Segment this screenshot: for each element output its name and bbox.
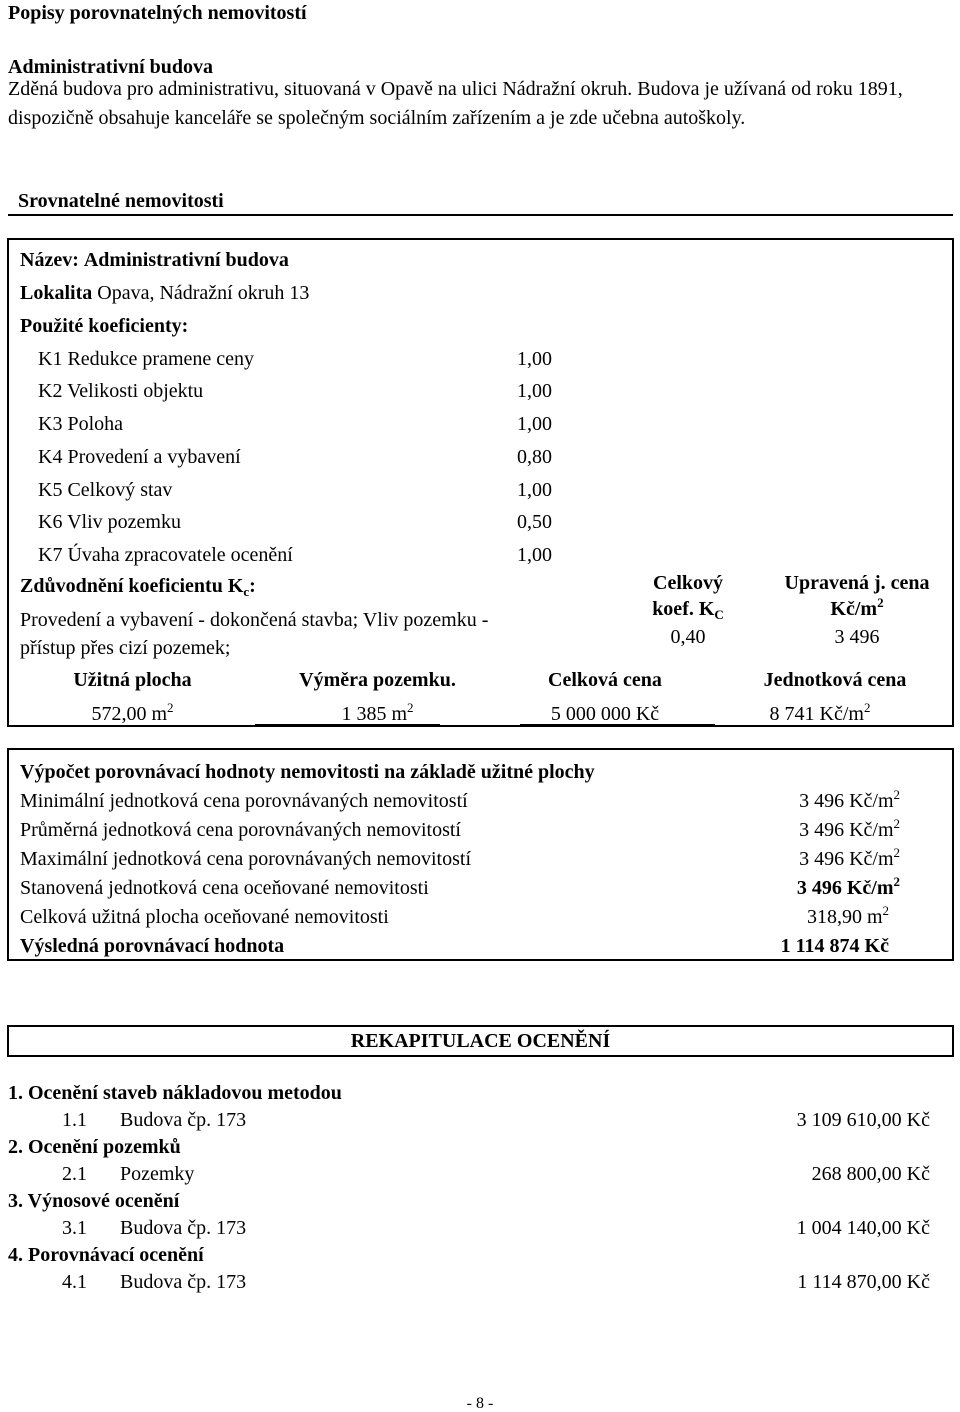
coef-name: K7 Úvaha zpracovatele ocenění (38, 544, 293, 566)
calc-row-value: 3 496 $Kč/m^2$ (796, 874, 900, 899)
recap-title: REKAPITULACE OCENĚNÍ (350, 1030, 611, 1052)
location-value: Opava, Nádražní okruh 13 (97, 282, 310, 304)
location-row (20, 283, 309, 303)
coef-value: 0,50 (517, 511, 552, 533)
header-usable-area: Užitná plocha (73, 669, 192, 691)
coef-name: K5 Celkový stav (38, 479, 173, 501)
recap-item-name: Pozemky (120, 1163, 195, 1185)
value-underline (255, 724, 440, 726)
coef-value: 0,80 (517, 446, 552, 468)
kc-header-line-2: koef. $K_C$ (652, 598, 724, 622)
coef-name: K3 Poloha (38, 413, 123, 435)
name-label: Název: (20, 249, 79, 271)
recap-item-amount: 268 800,00 Kč (811, 1163, 930, 1185)
usable-area-value: 572,00 $m^2$ (91, 700, 174, 725)
coef-name: K1 Redukce pramene ceny (38, 348, 255, 370)
calc-row-value: 3 496 $Kč/m^2$ (799, 787, 900, 812)
adj-header-line-2: $Kč/m^2$ (830, 595, 884, 620)
name-value: Administrativní budova (83, 249, 289, 271)
location-label: Lokalita (20, 282, 93, 304)
recap-section-heading: 2. Ocenění pozemků (8, 1136, 181, 1158)
coef-name: K6 Vliv pozemku (38, 511, 181, 533)
coef-value: 1,00 (517, 380, 552, 402)
recap-item-amount: 1 114 870,00 Kč (797, 1271, 930, 1293)
calc-row-value: 3 496 $Kč/m^2$ (799, 816, 900, 841)
recap-item-number: 4.1 (62, 1271, 87, 1293)
calc-row-value: 3 496 $Kč/m^2$ (799, 845, 900, 870)
land-area-value: 1 385 $m^2$ (341, 700, 414, 725)
calc-row-label: Celková užitná plocha oceňované nemovitosti (20, 906, 389, 928)
header-unit-price: Jednotková cena (763, 669, 907, 691)
value-underline (520, 724, 715, 726)
coef-value: 1,00 (517, 413, 552, 435)
adj-header-line-1: Upravená j. cena (784, 572, 930, 594)
recap-item-name: Budova čp. 173 (120, 1217, 247, 1239)
calc-row-value: 318,90 $m^2$ (806, 903, 889, 928)
calculation-title: Výpočet porovnávací hodnoty nemovitosti na základě užitné plochy (20, 761, 595, 783)
coef-value: 1,00 (517, 348, 552, 370)
recap-item-number: 1.1 (62, 1109, 87, 1131)
coef-value: 1,00 (517, 544, 552, 566)
recap-item-amount: 3 109 610,00 Kč (796, 1109, 930, 1131)
recap-section-heading: 4. Porovnávací ocenění (8, 1244, 204, 1266)
calc-result-value: 1 114 874 Kč (780, 935, 889, 957)
section-title-comparable: Srovnatelné nemovitosti (18, 190, 224, 212)
section-title-underline (8, 214, 953, 216)
recap-item-number: 3.1 (62, 1217, 87, 1239)
header-total-price: Celková cena (548, 669, 662, 691)
calc-result-label: Výsledná porovnávací hodnota (20, 935, 285, 957)
page-title: Popisy porovnatelných nemovitostí (8, 2, 307, 24)
recap-item-number: 2.1 (62, 1163, 87, 1185)
calc-row-label: Průměrná jednotková cena porovnávaných nemovitostí (20, 819, 461, 841)
coef-name: K4 Provedení a vybavení (38, 446, 241, 468)
calc-row-label: Minimální jednotková cena porovnávaných nemovitostí (20, 790, 468, 812)
justification-label: Zdůvodnění koeficientu $K_c$: (20, 575, 256, 599)
kc-header-line-1: Celkový (653, 572, 723, 594)
page-number: - 8 - (466, 1395, 494, 1412)
property-description: Zděná budova pro administrativu, situovaná v Opavě na ulici Nádražní okruh. Budova je užívaná od roku 1891, dispozičně obsahuje kanceláře se společným sociálním zařízením a je zde učebna autoškoly. (8, 78, 903, 129)
calc-row-label: Stanovená jednotková cena oceňované nemovitosti (20, 877, 429, 899)
recap-section-heading: 1. Ocenění staveb nákladovou metodou (8, 1082, 342, 1104)
coefficients-label: Použité koeficienty: (20, 315, 189, 337)
total-price-value: 5 000 000 Kč (550, 703, 660, 725)
justification-line-2: přístup přes cizí pozemek; (20, 637, 231, 659)
recap-item-name: Budova čp. 173 (120, 1271, 247, 1293)
adj-value: 3 496 (834, 626, 880, 648)
recap-section-heading: 3. Výnosové ocenění (8, 1190, 180, 1212)
recap-item-name: Budova čp. 173 (120, 1109, 247, 1131)
calc-row-label: Maximální jednotková cena porovnávaných nemovitostí (20, 848, 471, 870)
name-row (20, 250, 289, 270)
kc-value: 0,40 (670, 626, 706, 648)
unit-price-value: 8 741 $Kč/m^2$ (769, 700, 871, 725)
coef-name: K2 Velikosti objektu (38, 380, 204, 402)
coef-value: 1,00 (517, 479, 552, 501)
recap-item-amount: 1 004 140,00 Kč (796, 1217, 930, 1239)
header-land-area: Výměra pozemku. (299, 669, 456, 691)
property-heading: Administrativní budova (8, 56, 214, 78)
justification-line-1: Provedení a vybavení - dokončená stavba; Vliv pozemku - (20, 609, 489, 631)
